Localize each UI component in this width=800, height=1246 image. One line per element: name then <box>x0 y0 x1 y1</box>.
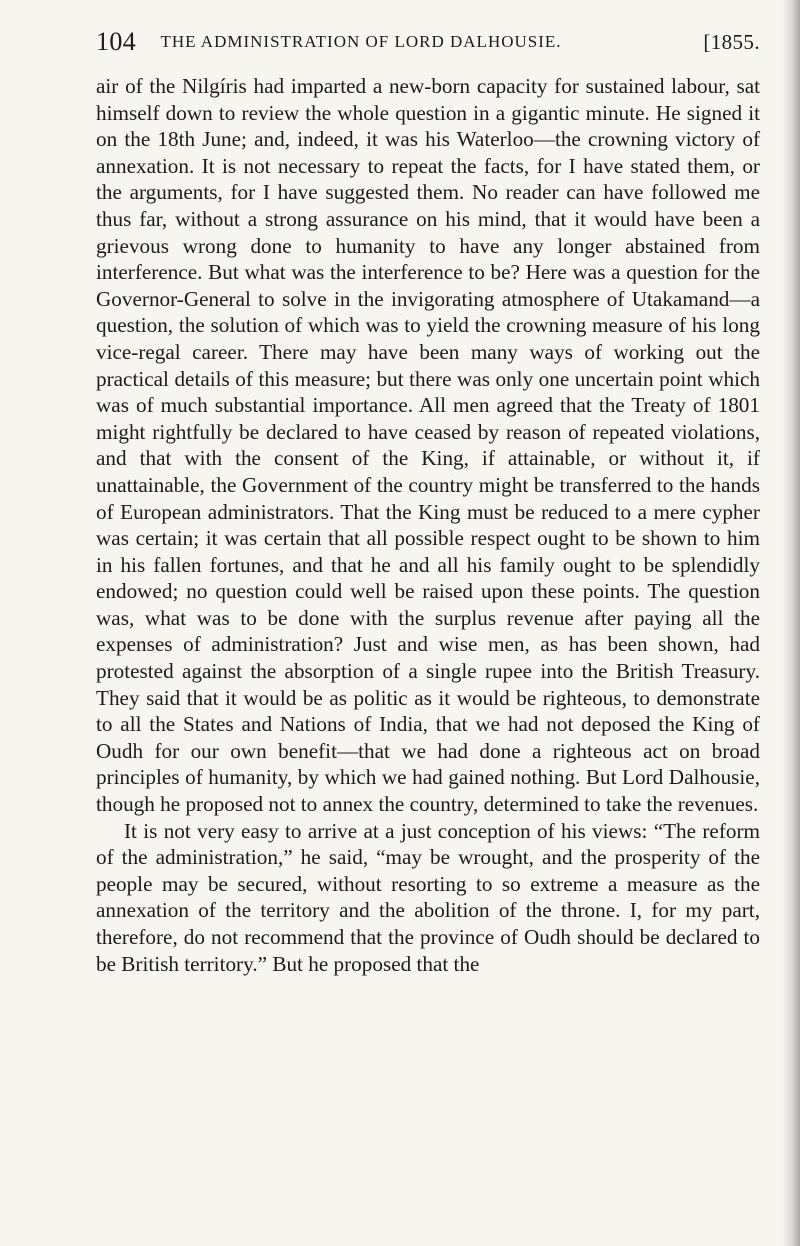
body-text <box>96 73 760 977</box>
paragraph: air of the Nilgíris had imparted a new-born capacity for sustained labour, sat himself down to review the whole question in a gigantic minute. He signed it on the 18th June; and, indeed, it was his Waterloo—the crowning victory of annexation. It is not necessary to repeat the facts, for I have stated them, or the arguments, for I have suggested them. No reader can have followed me thus far, without a strong assurance on his mind, that it would have been a grievous wrong done to humanity to have any longer abstained from interference. But what was the interference to be? Here was a question for the Governor-General to solve in the invigorating atmosphere of Utakamand—a question, the solution of which was to yield the crowning measure of his long vice-regal career. There may have been many ways of working out the practical details of this measure; but there was only one uncertain point which was of much substantial importance. All men agreed that the Treaty of 1801 might rightfully be declared to have ceased by reason of repeated violations, and that with the consent of the King, if attainable, or without it, if unattainable, the Government of the country might be transferred to the hands of European administrators. That the King must be reduced to a mere cypher was certain; it was certain that all possible respect ought to be shown to him in his fallen fortunes, and that he and all his family ought to be splendidly endowed; no question could well be raised upon these points. The question was, what was to be done with the surplus revenue after paying all the expenses of administration? Just and wise men, as has been shown, had protested against the absorption of a single rupee into the British Treasury. They said that it would be as politic as it would be righteous, to demonstrate to all the States and Nations of India, that we had not deposed the King of Oudh for our own benefit—that we had done a righteous act on broad principles of humanity, by which we had gained nothing. But Lord Dalhousie, though he proposed not to annex the country, determined to take the revenues. <box>96 74 760 817</box>
running-head <box>96 26 760 58</box>
running-year: [1855. <box>703 30 760 54</box>
page-edge-shadow <box>782 0 800 1246</box>
page-number: 104 <box>96 27 137 56</box>
running-title: THE ADMINISTRATION OF LORD DALHOUSIE. <box>160 32 562 51</box>
paragraph: It is not very easy to arrive at a just conception of his views: “The reform of the administration,” he said, “may be wrought, and the prosperity of the people may be secured, without resorting to so extreme a measure as the annexation of the territory and the abolition of the throne. I, for my part, therefore, do not recommend that the province of Oudh should be declared to be British territory.” But he proposed that the <box>96 818 760 976</box>
